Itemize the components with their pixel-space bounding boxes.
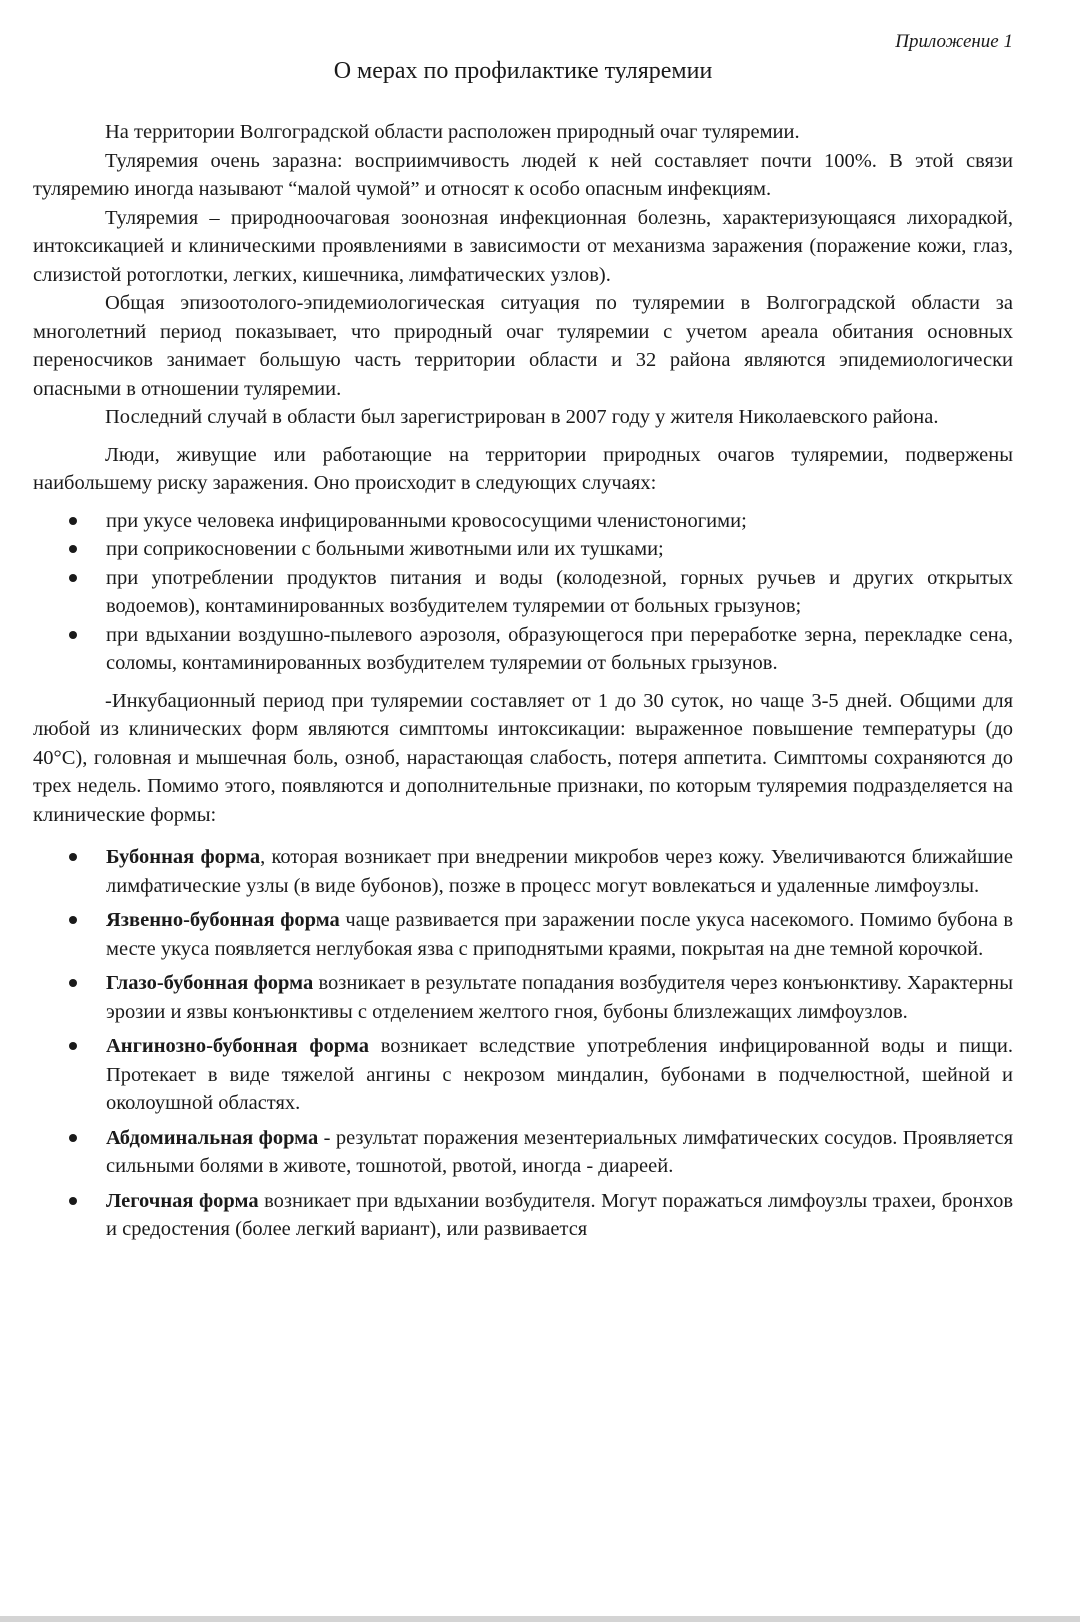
- intro-paragraph-4: Общая эпизоотолого-эпидемиологическая ситуация по туляремии в Волгоградской области за многолетний период показывает, что природный очаг туляремии с учетом ареала обитания основных переносчиков занимает большую часть территории области и 32 района являются эпидемиологически опасными в отношении туляремии.: [33, 292, 1013, 400]
- clinical-form-item: [33, 1124, 1013, 1181]
- list-item: [33, 535, 1013, 564]
- risk-paragraph: Люди, живущие или работающие на территории природных очагов туляремии, подвержены наибольшему риску заражения. Оно происходит в следующих случаях:: [33, 443, 1013, 494]
- bullet-icon: [69, 1134, 77, 1142]
- form-name: Абдоминальная форма: [106, 1126, 319, 1149]
- form-description: , которая возникает при внедрении микробов через кожу. Увеличиваются ближайшие лимфатические узлы (в виде бубонов), позже в процесс могут вовлекаться и удаленные лимфоузлы.: [106, 846, 1013, 897]
- risk-list: [33, 507, 1013, 678]
- list-item-text: при употреблении продуктов питания и воды (колодезной, горных ручьев и других открытых водоемов), контаминированных возбудителем туляремии от больных грызунов;: [106, 566, 1013, 617]
- form-description: - результат поражения мезентериальных лимфатических сосудов. Проявляется сильными болями в животе, тошнотой, рвотой, иногда - диареей.: [106, 1126, 1014, 1177]
- form-name: Язвенно-бубонная форма: [106, 909, 340, 931]
- bullet-icon: [69, 574, 77, 582]
- bullet-icon: [69, 979, 77, 987]
- form-name: Ангинозно-бубонная форма: [106, 1035, 369, 1057]
- bullet-icon: [69, 1197, 77, 1205]
- form-name: Бубонная форма: [106, 846, 261, 868]
- intro-paragraph-2: Туляремия очень заразна: восприимчивость людей к ней составляет почти 100%. В этой связи туляремию иногда называют “малой чумой” и относят к особо опасным инфекциям.: [33, 149, 1013, 200]
- clinical-form-item: [33, 843, 1013, 900]
- form-name: Легочная форма: [106, 1189, 259, 1212]
- bullet-icon: [69, 916, 77, 924]
- bullet-icon: [69, 853, 77, 861]
- intro-paragraph-3: Туляремия – природноочаговая зоонозная инфекционная болезнь, характеризующаяся лихорадкой, интоксикацией и клиническими проявлениями в зависимости от механизма заражения (поражение кожи, глаз, слизистой ротоглотки, легких, кишечника, лимфатических узлов).: [33, 206, 1013, 286]
- form-description: возникает вследствие употребления инфицированной воды и пищи. Протекает в виде тяжелой ангины с некрозом миндалин, бубонами в подчелюстной, шейной и околоушной областях.: [106, 1035, 1014, 1114]
- clinical-form-item: [33, 906, 1013, 963]
- appendix-label: Приложение 1: [895, 31, 1013, 52]
- intro-paragraph-5: Последний случай в области был зарегистрирован в 2007 году у жителя Николаевского района.: [105, 406, 939, 428]
- bullet-icon: [69, 517, 77, 525]
- clinical-forms-list: [33, 843, 1013, 1244]
- form-name: Глазо-бубонная форма: [106, 972, 314, 994]
- form-description: возникает при вдыхании возбудителя. Могут поражаться лимфоузлы трахеи, бронхов и средостения (более легкий вариант), или развивается: [106, 1189, 1013, 1240]
- form-description: чаще развивается при заражении после укуса насекомого. Помимо бубона в месте укуса появляется неглубокая язва с приподнятыми краями, покрытая на дне темной корочкой.: [106, 909, 1013, 960]
- intro-paragraph-1: На территории Волгоградской области расположен природный очаг туляремии.: [105, 121, 800, 143]
- document-title: О мерах по профилактике туляремии: [333, 58, 713, 84]
- bullet-icon: [69, 631, 77, 639]
- incubation-paragraph: -Инкубационный период при туляремии составляет от 1 до 30 суток, но чаще 3-5 дней. Общими для любой из клинических форм являются симптомы интоксикации: выраженное повышение температуры (до 40°С), головная и мышечная боль, озноб, нарастающая слабость, потеря аппетита. Симптомы сохраняются до трех недель. Помимо этого, появляются и дополнительные признаки, по которым туляремия подразделяется на клинические формы:: [33, 689, 1013, 826]
- clinical-form-item: [33, 1032, 1013, 1118]
- list-item-text: при соприкосновении с больными животными или их тушками;: [106, 538, 664, 560]
- list-item-text: при вдыхании воздушно-пылевого аэрозоля, образующегося при переработке зерна, перекладке сена, соломы, контаминированных возбудителем туляремии от больных грызунов.: [106, 623, 1013, 674]
- clinical-form-item: [33, 969, 1013, 1026]
- list-item: [33, 507, 1013, 536]
- document-page: [33, 28, 1013, 1250]
- bullet-icon: [69, 1042, 77, 1050]
- clinical-form-item: [33, 1187, 1013, 1244]
- list-item: [33, 564, 1013, 621]
- bullet-icon: [69, 545, 77, 553]
- list-item-text: при укусе человека инфицированными кровососущими членистоногими;: [106, 509, 747, 532]
- list-item: [33, 621, 1013, 678]
- form-description: возникает в результате попадания возбудителя через конъюнктиву. Характерны эрозии и язвы конъюнктивы с отделением желтого гноя, бубоны близлежащих лимфоузлов.: [106, 972, 1013, 1023]
- page-bottom-edge: [0, 1616, 1080, 1622]
